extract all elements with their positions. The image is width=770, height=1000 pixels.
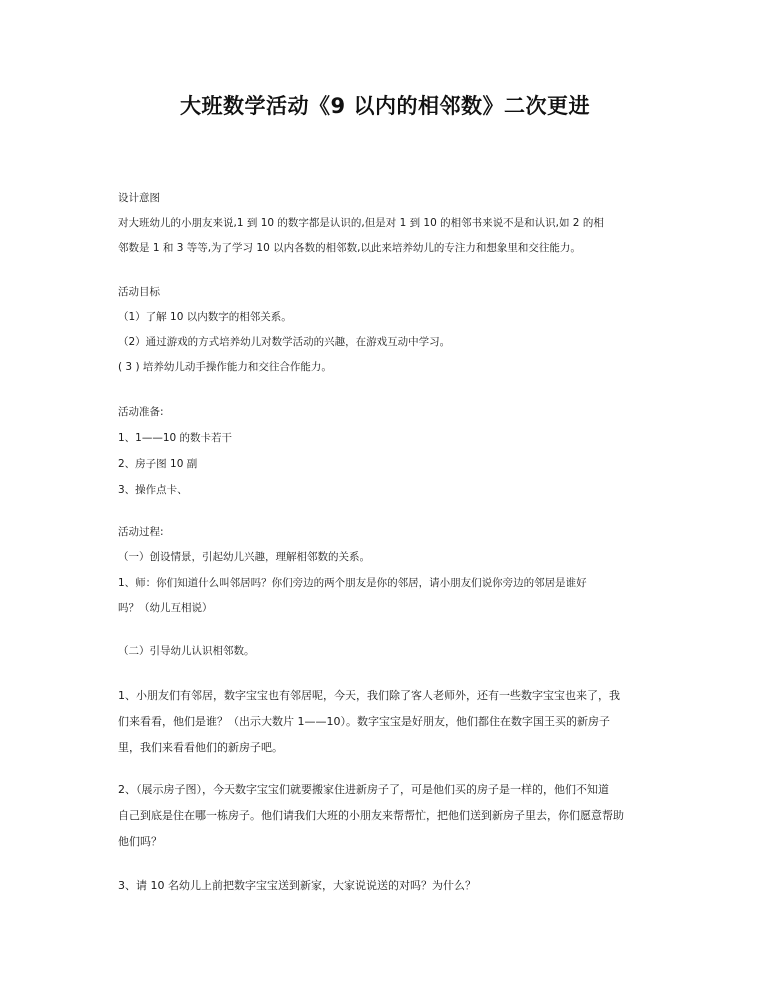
prep-heading: 活动准备: [118,406,164,418]
process-heading: 活动过程: [118,526,164,538]
document-title: 大班数学活动《9 以内的相邻数》二次更进 [180,94,590,118]
step-1-line: 们来看看，他们是谁？（出示大数片 1——10）。数字宝宝是好朋友，他们都住在数字国王买的新房子 [118,715,610,728]
goal-item: ( 3 ) 培养幼儿动手操作能力和交往合作能力。 [118,361,332,373]
design-heading: 设计意图 [118,192,160,204]
design-line: 邻数是 1 和 3 等等,为了学习 10 以内各数的相邻数,以此来培养幼儿的专注力和想象里和交往能力。 [118,242,581,254]
step-2-line: 2、（展示房子图），今天数字宝宝们就要搬家住进新房子了，可是他们买的房子是一样的，他们不知道 [118,783,609,796]
step-1-line: 1、小朋友们有邻居，数字宝宝也有邻居呢，今天，我们除了客人老师外，还有一些数字宝宝也来了，我 [118,689,620,702]
process-paragraph-line: 1、师：你们知道什么叫邻居吗？你们旁边的两个朋友是你的邻居，请小朋友们说你旁边的邻居是谁好 [118,577,587,589]
goal-item: （1）了解 10 以内数字的相邻关系。 [118,311,292,323]
process-part-1: （一）创设情景，引起幼儿兴趣，理解相邻数的关系。 [118,551,370,563]
step-1-line: 里，我们来看看他们的新房子吧。 [118,741,283,754]
step-2-line: 他们吗？ [118,835,162,848]
goal-item: （2）通过游戏的方式培养幼儿对数学活动的兴趣，在游戏互动中学习。 [118,336,451,348]
prep-item: 3、操作点卡、 [118,484,188,496]
process-paragraph-line: 吗？（幼儿互相说） [118,602,213,614]
step-2-line: 自己到底是住在哪一栋房子。他们请我们大班的小朋友来帮帮忙，把他们送到新房子里去，你们愿意帮助 [118,809,624,822]
step-3-line: 3、请 10 名幼儿上前把数字宝宝送到新家，大家说说送的对吗？为什么？ [118,879,476,892]
goals-heading: 活动目标 [118,286,160,298]
design-line: 对大班幼儿的小朋友来说,1 到 10 的数字都是认识的,但是对 1 到 10 的相邻书来说不是和认识,如 2 的相 [118,217,604,229]
prep-item: 1、1——10 的数卡若干 [118,432,233,444]
prep-item: 2、房子图 10 副 [118,458,198,470]
process-part-2: （二）引导幼儿认识相邻数。 [118,645,255,657]
